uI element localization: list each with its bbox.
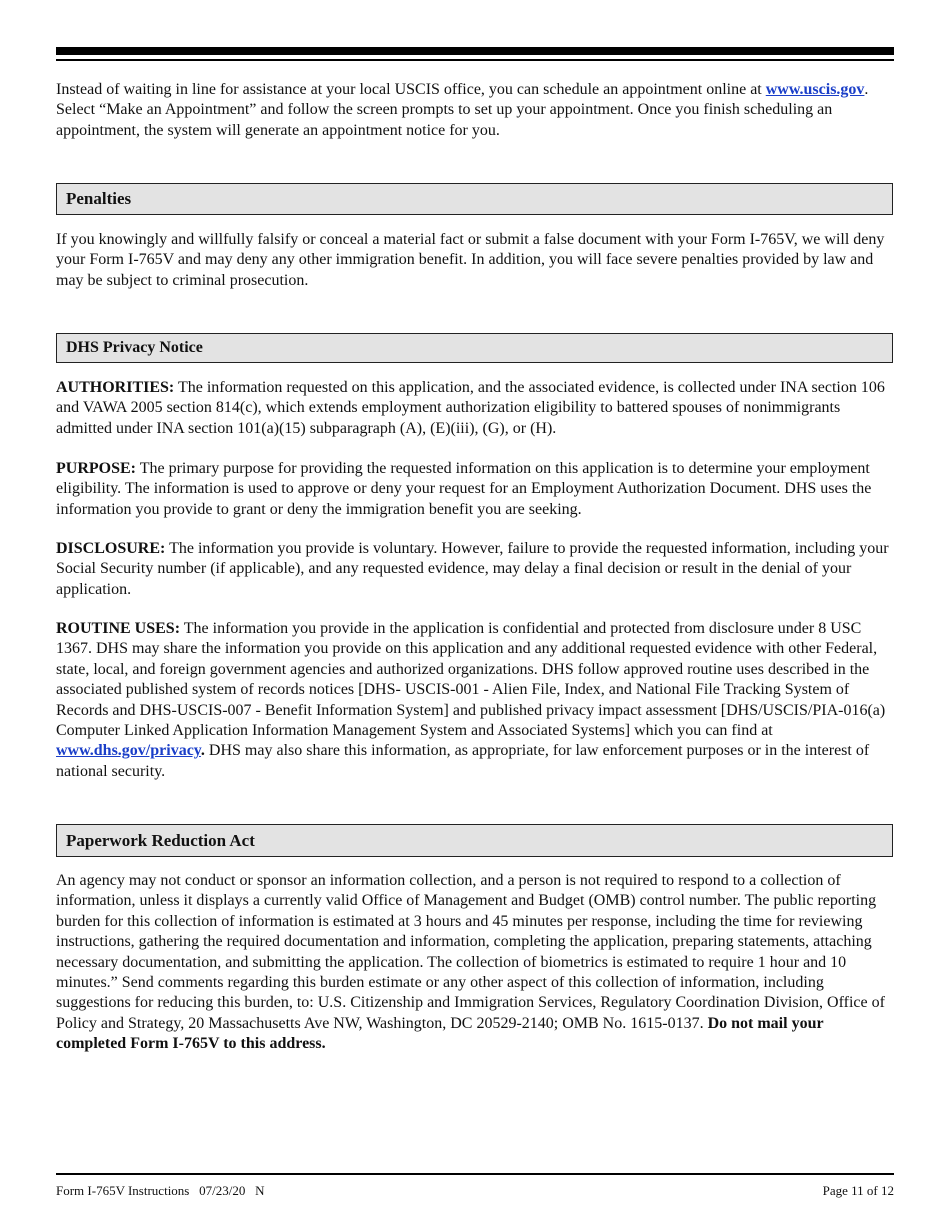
intro-paragraph: [56, 80, 894, 141]
routine-uses-text-continued: DHS may also share this information, as appropriate, for law enforcement purposes or in the interest of national security.: [56, 742, 870, 780]
privacy-notice-heading: [56, 333, 893, 363]
uscis-link[interactable]: www.uscis.gov: [765, 81, 865, 98]
authorities-paragraph: [56, 378, 894, 439]
footer-date: 07/23/20: [199, 1183, 246, 1198]
authorities-text: The information requested on this application, and the associated evidence, is collected under INA section 106 and VAWA 2005 section 814(c), which extends employment authorization eligibility to battered spouses of nonimmigrants admitted under INA section 101(a)(15) subparagraph (A), (E)(iii), (G), or (H).: [56, 379, 885, 437]
penalties-heading: [56, 183, 893, 215]
paperwork-heading-label: Paperwork Reduction Act: [66, 830, 255, 850]
authorities-label: AUTHORITIES:: [56, 379, 175, 396]
footer-page-number: Page 11 of 12: [822, 1183, 894, 1198]
disclosure-label: DISCLOSURE:: [56, 540, 166, 557]
paperwork-paragraph: [56, 871, 894, 1055]
dhs-privacy-link[interactable]: www.dhs.gov/privacy: [56, 742, 201, 760]
intro-text-continued: . Select “Make an Appointment” and follow the screen prompts to set up your appointment. Once you finish scheduling an appointment, the system will generate an appointment notice for you.: [56, 81, 869, 139]
footer-rule: [56, 1173, 894, 1175]
routine-uses-dot: .: [200, 742, 205, 760]
header-rule-thick: [56, 47, 894, 55]
paperwork-text: An agency may not conduct or sponsor an information collection, and a person is not required to respond to a collection of information, unless it displays a currently valid Office of Management and Budget (OMB) control number. The public reporting burden for this collection of information is estimated at 3 hours and 45 minutes per response, including the time for reviewing instructions, gathering the required documentation and information, completing the application, preparing statements, attaching necessary documentation, and submitting the application. The collection of biometrics is estimated to require 1 hour and 10 minutes.” Send comments regarding this burden estimate or any other aspect of this collection of information, including suggestions for reducing this burden, to: U.S. Citizenship and Immigration Services, Regulatory Coordination Division, Office of Policy and Strategy, 20 Massachusetts Ave NW, Washington, DC 20529-2140; OMB No. 1615-0137.: [56, 872, 885, 1032]
disclosure-text: The information you provide is voluntary. However, failure to provide the requested information, including your Social Security number (if applicable), and any requested evidence, may delay a final decision or result in the denial of your application.: [56, 540, 889, 598]
penalties-heading-label: Penalties: [66, 189, 132, 208]
intro-text: Instead of waiting in line for assistance at your local USCIS office, you can schedule an appointment online at: [56, 81, 766, 98]
routine-uses-paragraph: [56, 619, 894, 782]
routine-uses-label: ROUTINE USES:: [56, 620, 181, 637]
routine-uses-text: The information you provide in the application is confidential and protected from disclosure under 8 USC 1367. DHS may share the information you provide on this application and any additional requested evidence with other Federal, state, local, and foreign government agencies and authorized organizations. DHS follow approved routine uses described in the associated published system of records notices [DHS- USCIS-001 - Alien File, Index, and National File Tracking System of Records and DHS-USCIS-007 - Benefit Information System] and published privacy impact assessment [DHS/USCIS/PIA-016(a) Computer Linked Application Information Management System and Associated Systems] which you can find at: [56, 620, 886, 740]
purpose-label: PURPOSE:: [56, 460, 136, 477]
header-rule-thin: [56, 59, 894, 61]
paperwork-heading: [56, 824, 893, 857]
paperwork-warning: Do not mail your completed Form I-765V to this address.: [56, 1014, 824, 1053]
purpose-paragraph: [56, 459, 894, 520]
footer-edition: N: [255, 1183, 265, 1198]
disclosure-paragraph: [56, 539, 894, 600]
footer-form-info: [56, 1183, 265, 1199]
purpose-text: The primary purpose for providing the requested information on this application is to determine your employment eligibility. The information is used to approve or deny your request for an Employment Authorization Document. DHS uses the information you provide to grant or deny the immigration benefit you are seeking.: [56, 460, 872, 518]
penalties-paragraph: If you knowingly and willfully falsify or conceal a material fact or submit a false document with your Form I-765V, we will deny your Form I-765V and may deny any other immigration benefit. In addition, you will face severe penalties provided by law and may be subject to criminal prosecution.: [56, 231, 885, 289]
privacy-heading-label: DHS Privacy Notice: [66, 339, 203, 356]
footer-form-name: Form I-765V Instructions: [56, 1183, 190, 1198]
